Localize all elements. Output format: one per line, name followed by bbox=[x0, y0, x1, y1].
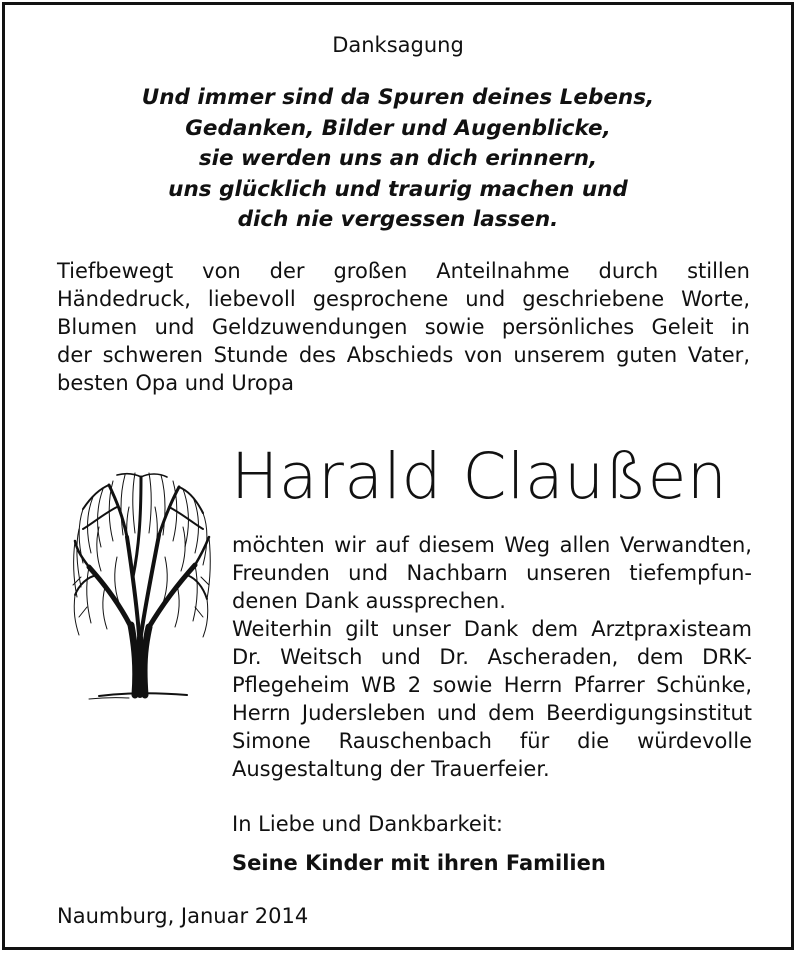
poem bbox=[5, 83, 791, 236]
body-line: Herrn Judersleben und dem Beerdigungsinstitut bbox=[232, 701, 752, 725]
body-line: Simone Rauschenbach für die würdevolle bbox=[232, 729, 752, 753]
body-paragraph bbox=[232, 531, 752, 783]
signatories: Seine Kinder mit ihren Familien bbox=[232, 851, 606, 875]
notice-frame bbox=[2, 2, 794, 950]
deceased-name: Harald Claußen bbox=[231, 440, 728, 513]
intro-line: Blumen und Geldzuwendungen sowie persönliches Geleit in bbox=[57, 315, 750, 339]
heading: Danksagung bbox=[332, 33, 464, 57]
intro-line: der schweren Stunde des Abschieds von unserem guten Vater, bbox=[57, 343, 750, 367]
body-line: Weiterhin gilt unser Dank dem Arztpraxisteam bbox=[232, 617, 752, 641]
poem-line: uns glücklich und traurig machen und bbox=[168, 176, 628, 202]
poem-line: Gedanken, Bilder und Augenblicke, bbox=[185, 115, 611, 141]
poem-line: sie werden uns an dich erinnern, bbox=[198, 146, 598, 171]
place-date: Naumburg, Januar 2014 bbox=[57, 904, 309, 928]
body-line: Pflegeheim WB 2 sowie Herrn Pfarrer Schünke, bbox=[232, 673, 752, 697]
body-line: Dr. Weitsch und Dr. Ascheraden, dem DRK- bbox=[232, 645, 752, 669]
body-line: Freunden und Nachbarn unseren tiefempfun- bbox=[232, 561, 752, 585]
intro-line: Tiefbewegt von der großen Anteilnahme durch stillen bbox=[57, 259, 750, 283]
poem-line: dich nie vergessen lassen. bbox=[237, 207, 559, 232]
intro-line: Händedruck, liebevoll gesprochene und geschriebene Worte, bbox=[57, 287, 750, 311]
poem-line: Und immer sind da Spuren deines Lebens, bbox=[141, 85, 655, 110]
closing-greeting: In Liebe und Dankbarkeit: bbox=[232, 812, 504, 836]
body-line: Ausgestaltung der Trauerfeier. bbox=[232, 757, 550, 781]
intro-paragraph bbox=[57, 257, 750, 397]
body-line: denen Dank aussprechen. bbox=[232, 589, 506, 613]
body-line: möchten wir auf diesem Weg allen Verwandten, bbox=[232, 533, 752, 557]
tree-icon bbox=[69, 467, 214, 702]
intro-line: besten Opa und Uropa bbox=[57, 371, 294, 395]
